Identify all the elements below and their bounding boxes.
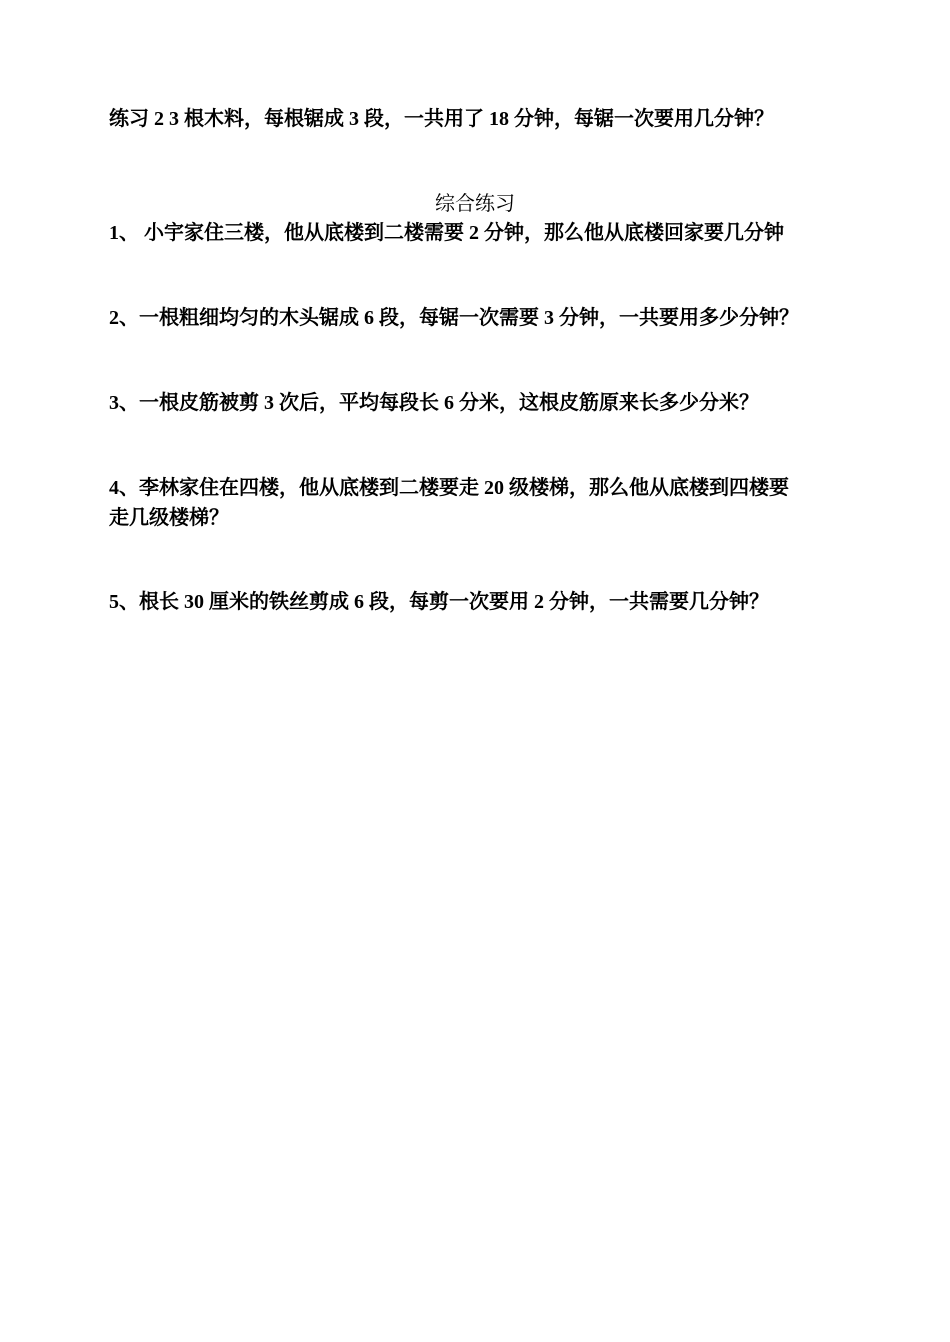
question-1: 1、 小宇家住三楼，他从底楼到二楼需要 2 分钟，那么他从底楼回家要几分钟 [109,222,784,244]
question-2: 2、一根粗细均匀的木头锯成 6 段，每锯一次需要 3 分钟，一共要用多少分钟？ [109,307,799,329]
question-5: 5、根长 30 厘米的铁丝剪成 6 段，每剪一次要用 2 分钟，一共需要几分钟？ [109,591,769,613]
question-4-line-1: 4、李林家住在四楼，他从底楼到二楼要走 20 级楼梯，那么他从底楼到四楼要 [109,477,789,499]
question-4-line-2: 走几级楼梯？ [109,507,229,529]
question-3: 3、一根皮筋被剪 3 次后，平均每段长 6 分米，这根皮筋原来长多少分米？ [109,392,759,414]
section-title: 综合练习 [435,193,515,215]
practice-2-question: 练习 2 3 根木料，每根锯成 3 段，一共用了 18 分钟，每锯一次要用几分钟？ [109,108,774,130]
